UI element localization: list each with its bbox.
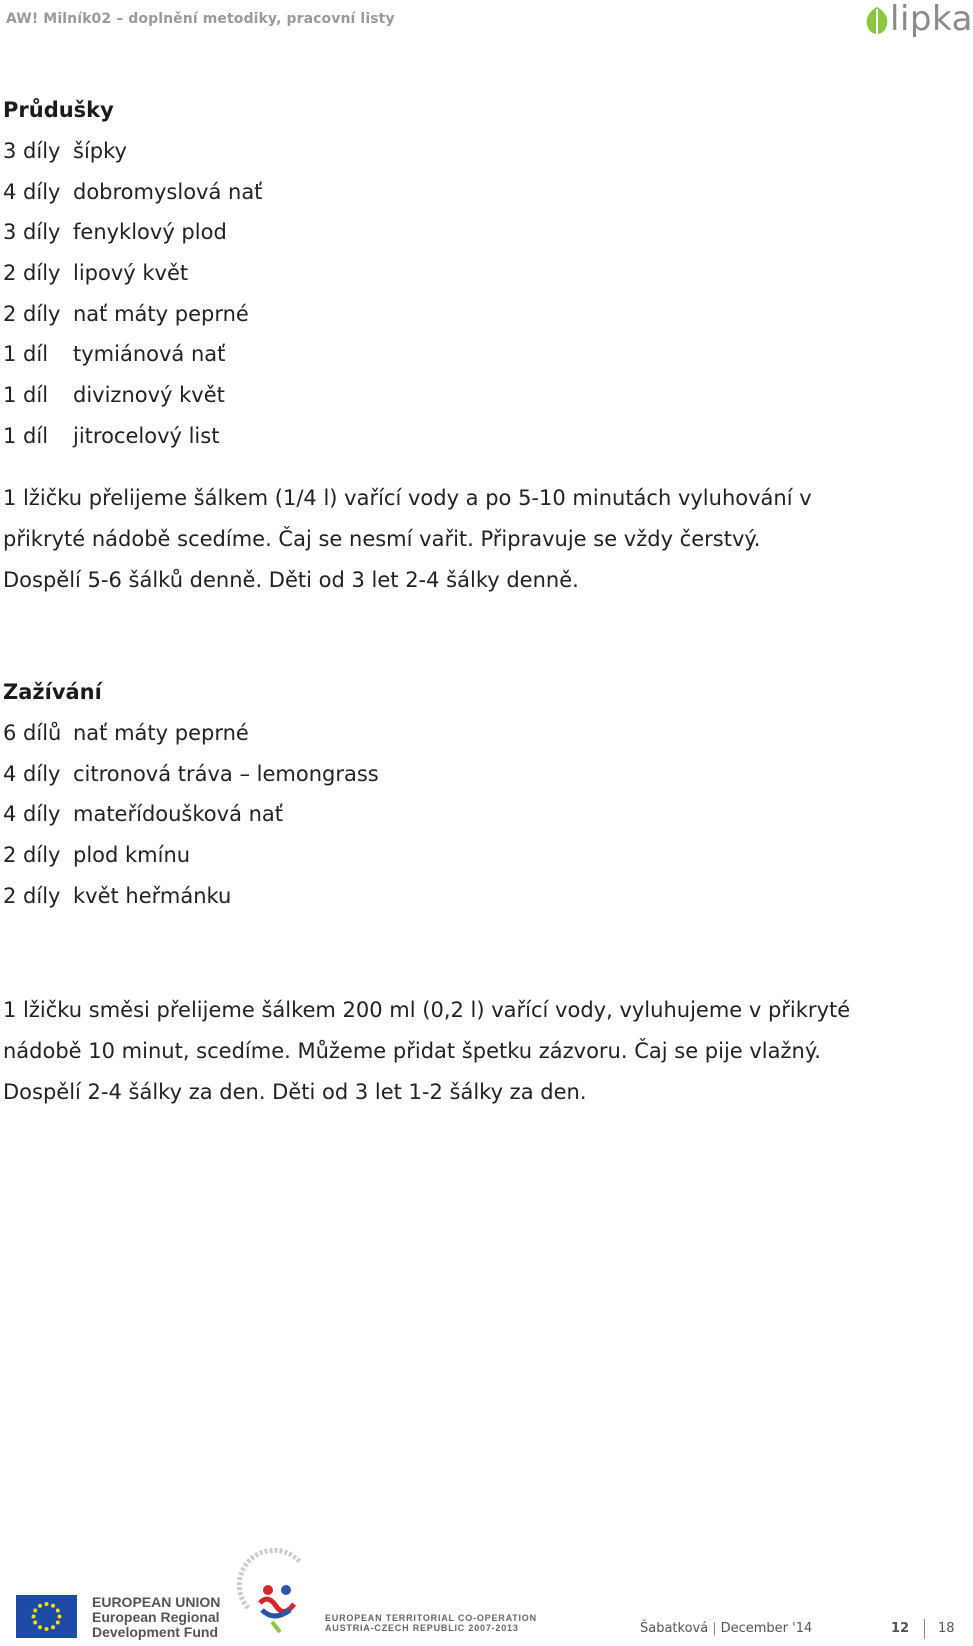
ingredient-row (3, 754, 379, 795)
page-divider (924, 1619, 925, 1639)
instructions-line: Dospělí 5-6 šálků denně. Děti od 3 let 2-4 šálky denně. (3, 568, 579, 592)
ingredient-name: lipový květ (73, 261, 189, 286)
separator: | (712, 1621, 717, 1636)
page-footer (0, 1540, 960, 1646)
eu-label-line: European Regional (92, 1609, 220, 1625)
ingredient-name: nať máty peprné (73, 301, 249, 326)
ingredient-row (3, 334, 262, 375)
ingredient-row (3, 375, 262, 416)
eu-label-line: Development Fund (92, 1624, 219, 1640)
logo-wordmark: lipka (890, 0, 973, 39)
instructions-paragraph (3, 990, 943, 1113)
ingredient-name: tymiánová nať (73, 342, 226, 367)
ingredient-name: šípky (73, 139, 127, 163)
page-total: 18 (938, 1621, 955, 1636)
instructions-line: 1 lžičku směsi přelijeme šálkem 200 ml (0,2 l) vařící vody, vyluhujeme v přikryté (3, 998, 851, 1022)
ingredient-list (3, 713, 379, 916)
leaf-icon (862, 5, 892, 37)
ingredient-row (3, 212, 262, 253)
ingredient-name: jitrocelový list (73, 423, 220, 448)
document-title: AW! Milník02 – doplnění metodiky, pracovní listy (6, 11, 395, 27)
eu-stars-icon (16, 1595, 77, 1638)
ingredient-name: diviznový květ (73, 383, 225, 408)
cooperation-emblem-icon (240, 1548, 315, 1640)
ingredient-name: nať máty peprné (73, 721, 249, 745)
ingredient-row (3, 294, 262, 335)
ingredient-quantity: 4 díly (3, 179, 61, 204)
ingredient-row (3, 794, 379, 835)
ingredient-name: květ heřmánku (73, 883, 232, 908)
footer-meta (640, 1621, 812, 1636)
section-heading: Průdušky (3, 98, 114, 122)
ingredient-row (3, 131, 262, 172)
instructions-paragraph (3, 478, 943, 601)
eu-label-line: EUROPEAN UNION (92, 1594, 221, 1610)
ingredient-name: citronová tráva – lemongrass (73, 761, 379, 786)
ingredient-list (3, 131, 262, 457)
instructions-line: Dospělí 2-4 šálky za den. Děti od 3 let 1-2 šálky za den. (3, 1080, 587, 1104)
ingredient-quantity: 4 díly (3, 761, 61, 786)
ingredient-quantity: 2 díly (3, 883, 61, 908)
ingredient-row (3, 876, 379, 917)
ingredient-row (3, 253, 262, 294)
instructions-line: přikryté nádobě scedíme. Čaj se nesmí vařit. Připravuje se vždy čerstvý. (3, 527, 761, 551)
document-date: December '14 (720, 1621, 813, 1636)
page-header (0, 0, 973, 50)
ingredient-quantity: 2 díly (3, 301, 61, 326)
instructions-line: 1 lžičku přelijeme šálkem (1/4 l) vařící vody a po 5-10 minutách vyluhování v (3, 486, 812, 510)
cooperation-logo (240, 1548, 315, 1640)
ingredient-quantity: 1 díl (3, 342, 49, 367)
instructions-line: nádobě 10 minut, scedíme. Můžeme přidat špetku zázvoru. Čaj se pije vlažný. (3, 1039, 821, 1063)
ingredient-quantity: 2 díly (3, 261, 61, 286)
ingredient-quantity: 3 díly (3, 139, 61, 163)
section-heading: Zažívání (3, 680, 102, 704)
ingredient-quantity: 1 díl (3, 383, 49, 408)
ingredient-name: plod kmínu (73, 843, 191, 868)
recipe-section-prudusky (3, 90, 262, 457)
ingredient-quantity: 4 díly (3, 802, 61, 827)
recipe-section-zazivani (3, 672, 379, 916)
ingredient-row (3, 713, 379, 754)
ingredient-name: fenyklový plod (73, 220, 227, 245)
etc-label-line: AUSTRIA-CZECH REPUBLIC 2007-2013 (325, 1623, 519, 1633)
ingredient-name: dobromyslová nať (73, 179, 263, 204)
ingredient-row (3, 172, 262, 213)
ingredient-name: mateřídoušková nať (73, 802, 284, 827)
ingredient-quantity: 6 dílů (3, 721, 62, 745)
eu-fund-label (92, 1595, 220, 1640)
ingredient-row (3, 835, 379, 876)
ingredient-row (3, 416, 262, 457)
etc-label-line: EUROPEAN TERRITORIAL CO-OPERATION (325, 1613, 537, 1623)
page-number: 12 (891, 1621, 910, 1636)
ingredient-quantity: 3 díly (3, 220, 61, 245)
ingredient-quantity: 2 díly (3, 843, 61, 868)
eu-flag-icon (16, 1595, 77, 1638)
lipka-logo (862, 0, 973, 45)
author-name: Šabatková (640, 1621, 709, 1636)
etc-program-label (325, 1613, 537, 1633)
ingredient-quantity: 1 díl (3, 423, 49, 448)
